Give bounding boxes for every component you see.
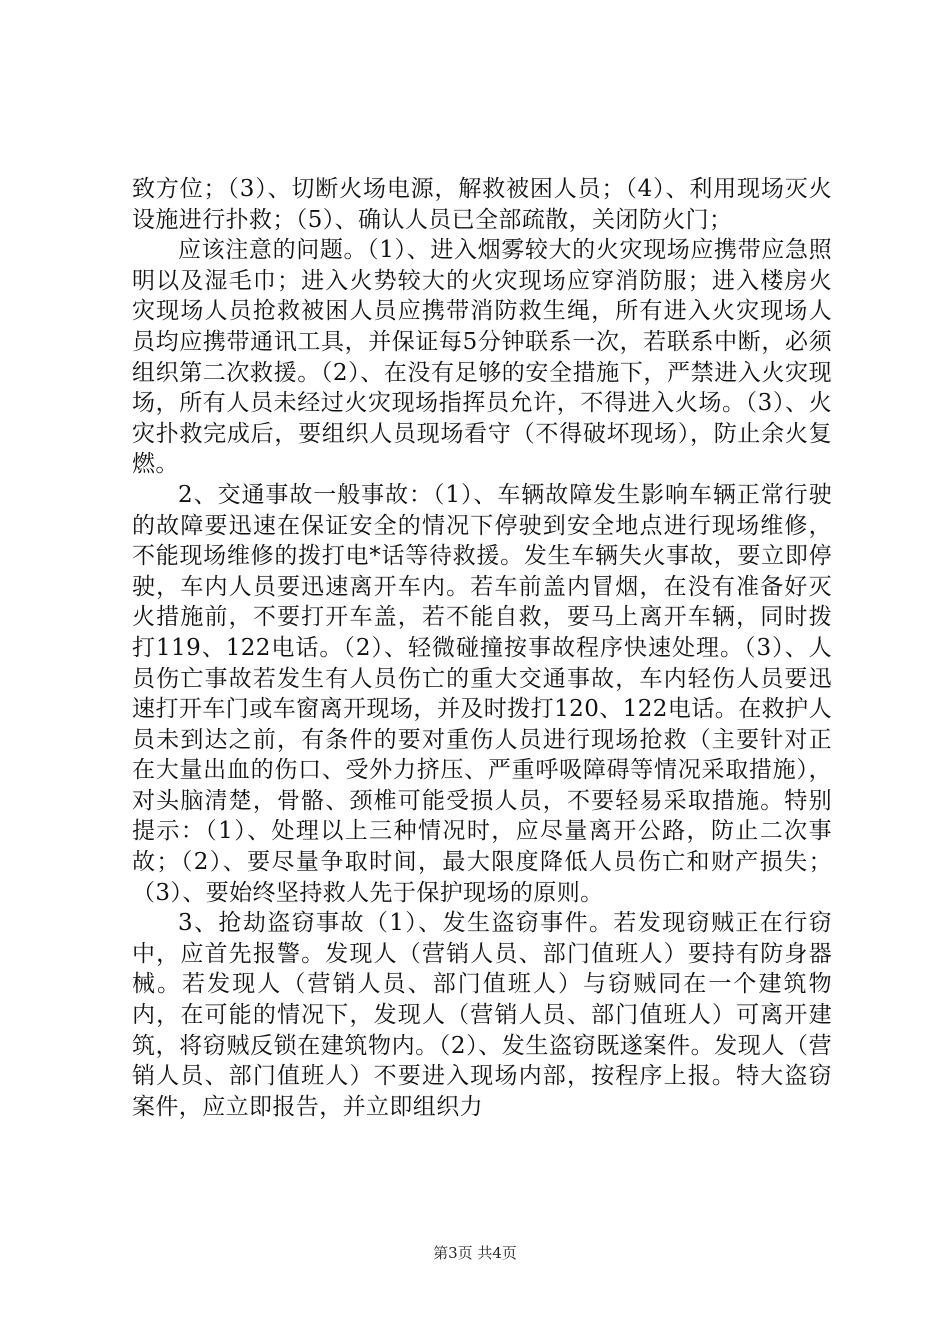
document-body <box>132 174 832 1122</box>
page-number-footer: 第3页 共4页 <box>433 1244 517 1262</box>
paragraph-precautions: 应该注意的问题。（1）、进入烟雾较大的火灾现场应携带应急照明以及湿毛巾；进入火势较大的火灾现场应穿消防服；进入楼房火灾现场人员抢救被困人员应携带消防救生绳，所有进入火灾现场人员均应携带通讯工具，并保证每5分钟联系一次，若联系中断，必须组织第二次救援。（2）、在没有足够的安全措施下，严禁进入火灾现场，所有人员未经过火灾现场指挥员允许，不得进入火场。（3）、火灾扑救完成后，要组织人员现场看守（不得破坏现场），防止余火复燃。 <box>132 237 832 478</box>
paragraph-continuation: 致方位；（3）、切断火场电源，解救被困人员；（4）、利用现场灭火设施进行扑救；（5）、确认人员已全部疏散，关闭防火门； <box>132 176 832 233</box>
paragraph-traffic-accident: 2、交通事故一般事故：（1）、车辆故障发生影响车辆正常行驶的故障要迅速在保证安全的情况下停驶到安全地点进行现场维修，不能现场维修的拨打电*话等待救援。发生车辆失火事故，要立即停驶，车内人员要迅速离开车内。若车前盖内冒烟，在没有准备好灭火措施前，不要打开车盖，若不能自救，要马上离开车辆，同时拨打119、122电话。（2）、轻微碰撞按事故程序快速处理。（3）、人员伤亡事故若发生有人员伤亡的重大交通事故，车内轻伤人员要迅速打开车门或车窗离开现场，并及时拨打120、122电话。在救护人员未到达之前，有条件的要对重伤人员进行现场抢救（主要针对正在大量出血的伤口、受外力挤压、严重呼吸障碍等情况采取措施），对头脑清楚，骨骼、颈椎可能受损人员，不要轻易采取措施。特别提示：（1）、处理以上三种情况时，应尽量离开公路，防止二次事故；（2）、要尽量争取时间，最大限度降低人员伤亡和财产损失；（3）、要始终坚持救人先于保护现场的原则。 <box>132 481 832 906</box>
paragraph-robbery-theft: 3、抢劫盗窃事故（1）、发生盗窃事件。若发现窃贼正在行窃中，应首先报警。发现人（营销人员、部门值班人）要持有防身器械。若发现人（营销人员、部门值班人）与窃贼同在一个建筑物内，在可能的情况下，发现人（营销人员、部门值班人）可离开建筑，将窃贼反锁在建筑物内。（2）、发生盗窃既遂案件。发现人（营销人员、部门值班人）不要进入现场内部，按程序上报。特大盗窃案件，应立即报告，并立即组织力 <box>132 910 832 1120</box>
